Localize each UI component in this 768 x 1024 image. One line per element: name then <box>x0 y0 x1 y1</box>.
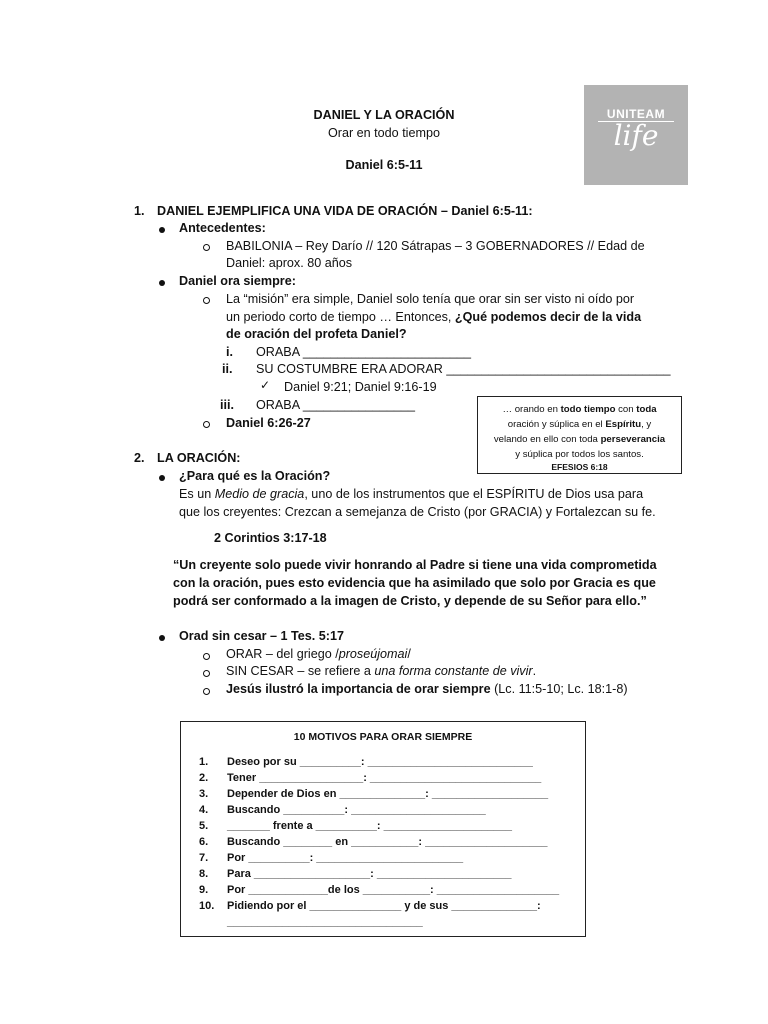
jesus-ilustro-line: Jesús ilustró la importancia de orar siempre (Lc. 11:5-10; Lc. 18:1-8) <box>226 682 628 696</box>
numeral-iii: iii. <box>220 398 234 412</box>
circle-bullet-icon <box>203 244 210 251</box>
ephesians-quote-box: … orando en todo tiempo con toda oración y súplica en el Espíritu, y velando en ello con toda perseverancia y súplica por todos los santos. EFESIOS 6:18 <box>477 396 682 474</box>
motivo-row: 9. Por _____________de los ___________: ____________________ <box>199 884 560 896</box>
babilonia-line-1: BABILONIA – Rey Darío // 120 Sátrapas – 3 GOBERNADORES // Edad de <box>226 239 645 253</box>
motivo-row: 4. Buscando __________: ______________________ <box>199 804 486 816</box>
para-que-label: ¿Para qué es la Oración? <box>179 469 331 483</box>
motivo-row: 6. Buscando ________ en ___________: ____________________ <box>199 836 548 848</box>
motivo-row: 8. Para ___________________: ______________________ <box>199 868 512 880</box>
motivo-row: 5. _______ frente a __________: _____________________ <box>199 820 513 832</box>
motivos-box <box>180 721 586 937</box>
bullet-icon <box>159 635 165 641</box>
babilonia-line-2: Daniel: aprox. 80 años <box>226 256 353 270</box>
antecedentes-label: Antecedentes: <box>179 221 266 235</box>
bullet-icon <box>159 475 165 481</box>
sin-cesar-definition: SIN CESAR – se refiere a una forma constante de vivir. <box>226 664 537 678</box>
page-title: DANIEL Y LA ORACIÓN <box>313 108 455 122</box>
page-subtitle: Orar en todo tiempo <box>327 126 440 140</box>
bullet-icon <box>159 280 165 286</box>
circle-bullet-icon <box>203 688 210 695</box>
bullet-icon <box>159 227 165 233</box>
motivo-row: 1. Deseo por su __________: ___________________________ <box>199 756 533 768</box>
numeral-ii: ii. <box>222 362 233 376</box>
costumbre-blank: SU COSTUMBRE ERA ADORAR ________________________________ <box>256 362 671 376</box>
medio-gracia-line-1: Es un Medio de gracia, uno de los instrumentos que el ESPÍRITU de Dios usa para <box>179 487 644 501</box>
motivo-row: 10. Pidiendo por el _______________ y de sus ______________: <box>199 900 541 912</box>
orar-definition: ORAR – del griego /proseújomai/ <box>226 647 411 661</box>
daniel-626-ref: Daniel 6:26-27 <box>226 416 311 430</box>
check-icon: ✓ <box>260 378 271 392</box>
circle-bullet-icon <box>203 670 210 677</box>
quote-line-2: con la oración, pues esto evidencia que ha asimilado que solo por Gracia es que <box>173 576 656 590</box>
orad-sin-cesar-label: Orad sin cesar – 1 Tes. 5:17 <box>179 629 344 643</box>
motivo-row: 2. Tener _________________: ____________________________ <box>199 772 542 784</box>
corintios-reference: 2 Corintios 3:17-18 <box>214 531 327 545</box>
mision-line-3: de oración del profeta Daniel? <box>226 327 407 341</box>
quote-line-3: podrá ser conformado a la imagen de Cristo, y depende de su Señor para ello.” <box>173 594 647 608</box>
quote-line-1: “Un creyente solo puede vivir honrando al Padre si tiene una vida comprometida <box>173 558 657 572</box>
check-reference: Daniel 9:21; Daniel 9:16-19 <box>284 380 437 394</box>
section-1-heading: DANIEL EJEMPLIFICA UNA VIDA DE ORACIÓN – Daniel 6:5-11: <box>157 204 533 218</box>
section-2-number: 2. <box>134 451 145 465</box>
motivos-title: 10 MOTIVOS PARA ORAR SIEMPRE <box>293 731 473 743</box>
motivo-row: 7. Por __________: ________________________ <box>199 852 464 864</box>
section-1-number: 1. <box>134 204 145 218</box>
section-2-heading: LA ORACIÓN: <box>157 451 241 465</box>
oraba-blank-2: ORABA ________________ <box>256 398 415 412</box>
mision-line-1: La “misión” era simple, Daniel solo tenía que orar sin ser visto ni oído por <box>226 292 635 306</box>
circle-bullet-icon <box>203 421 210 428</box>
oraba-blank-1: ORABA ________________________ <box>256 345 471 359</box>
motivo-last-line: ________________________________ <box>227 916 423 928</box>
numeral-i: i. <box>226 345 233 359</box>
circle-bullet-icon <box>203 653 210 660</box>
ora-siempre-label: Daniel ora siempre: <box>179 274 296 288</box>
mision-line-2: un periodo corto de tiempo … Entonces, ¿Qué podemos decir de la vida <box>226 310 642 324</box>
motivo-row: 3. Depender de Dios en ______________: ___________________ <box>199 788 549 800</box>
scripture-reference: Daniel 6:5-11 <box>345 158 423 172</box>
circle-bullet-icon <box>203 297 210 304</box>
medio-gracia-line-2: que los creyentes: Crezcan a semejanza de Cristo (por GRACIA) y Fortalezcan su fe. <box>179 505 656 519</box>
uniteam-life-logo: UNITEAM life <box>584 85 688 185</box>
